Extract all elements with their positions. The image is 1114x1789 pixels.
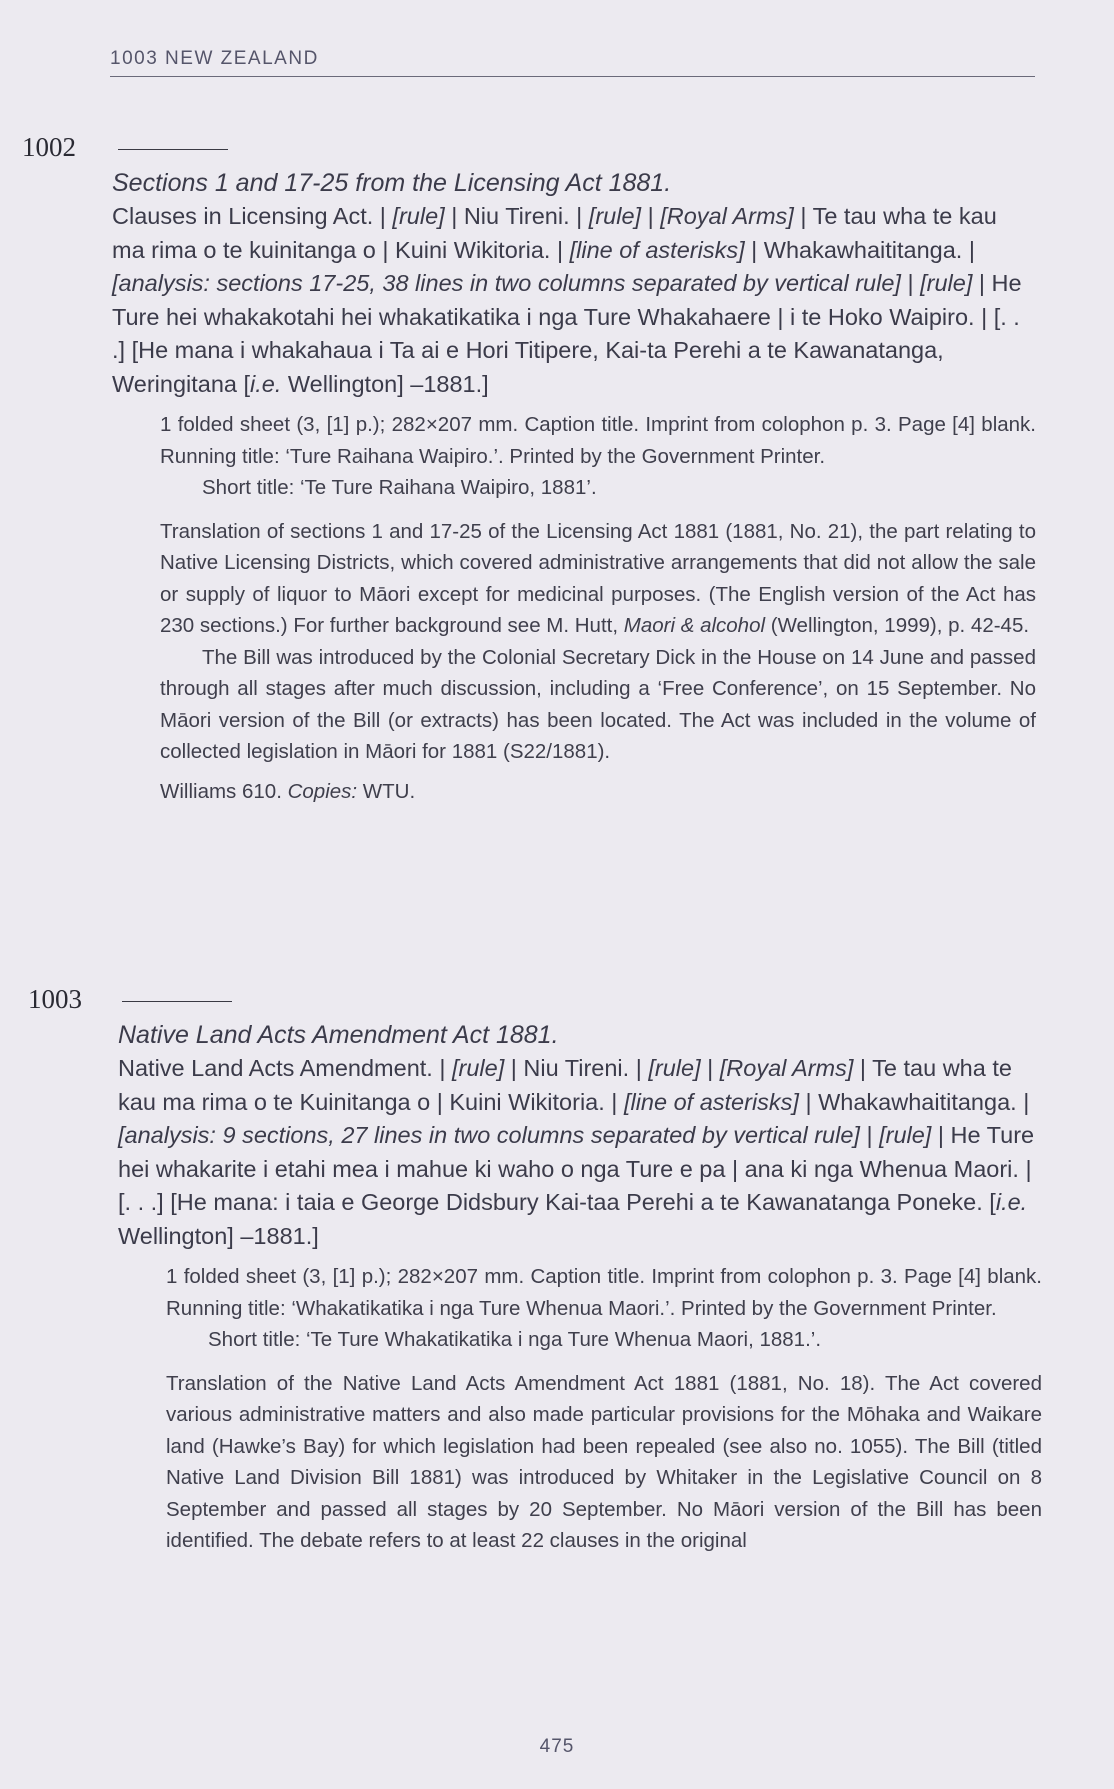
entry-number: 1002: [22, 132, 76, 162]
running-head: 1003 NEW ZEALAND: [110, 48, 1035, 77]
entry-description: 1 folded sheet (3, [1] p.); 282×207 mm. Caption title. Imprint from colophon p. 3. Page [4] blank. Running title: ‘Whakatikatika i nga Ture Whenua Maori.’. Printed by the Government Printer.: [166, 1265, 1042, 1320]
entry-notes: [166, 1261, 1042, 1557]
entry-note: Translation of the Native Land Acts Amendment Act 1881 (1881, No. 18). The Act covered various administrative matters and also made particular provisions for the Mōhaka and Waikare land (Hawke’s Bay) for which legislation had been repealed (see also no. 1055). The Bill (titled Native Land Division Bill 1881) was introduced by Whitaker in the Legislative Council on 8 September and passed all stages by 20 September. No Māori version of the Bill has been identified. The debate refers to at least 22 clauses in the original: [166, 1371, 1042, 1552]
entry-title: Native Land Acts Amendment Act 1881.: [118, 1021, 559, 1049]
entry-notes: [160, 409, 1036, 807]
entry-rule: [118, 149, 228, 150]
entry-note: The Bill was introduced by the Colonial Secretary Dick in the House on 14 June and passed through all stages after much discussion, including a ‘Free Conference’, on 15 September. No Māori version of the Bill (or extracts) has been located. The Act was included in the volume of collected legislation in Māori for 1881 (S22/1881).: [160, 645, 1036, 763]
entry-transcription: Native Land Acts Amendment. | [rule] | Niu Tireni. | [rule] | [Royal Arms] | Te tau wha te kau ma rima o te Kuinitanga o | Kuini Wikitoria. | [line of asterisks] | Whakawhaititanga. | [analysis: 9 sections, 27 lines in two columns separated by vertical rule] | [rule] | He Ture hei whakarite i etahi mea i mahue ki waho o nga Ture e pa | ana ki nga Whenua Maori. | [. . .] [He mana: i taia e George Didsbury Kai-taa Perehi a te Kawanatanga Poneke. [i.e. Wellington] –1881.]: [118, 1055, 1035, 1249]
entry-1003: [118, 1019, 1042, 1557]
entry-title: Sections 1 and 17-25 from the Licensing Act 1881.: [112, 169, 672, 197]
entry-description: 1 folded sheet (3, [1] p.); 282×207 mm. Caption title. Imprint from colophon p. 3. Page [4] blank. Running title: ‘Ture Raihana Waipiro.’. Printed by the Government Printer.: [160, 413, 1036, 468]
entry-references: Williams 610. Copies: WTU.: [160, 779, 416, 803]
entry-transcription: Clauses in Licensing Act. | [rule] | Niu Tireni. | [rule] | [Royal Arms] | Te tau wha te kau ma rima o te kuinitanga o | Kuini Wikitoria. | [line of asterisks] | Whakawhaititanga. | [analysis: sections 17-25, 38 lines in two columns separated by vertical rule] | [rule] | He Ture hei whakakotahi hei whakatikatika i nga Ture Whakahaere | i te Hoko Waipiro. | [. . .] [He mana i whakahaua i Ta ai e Hori Titipere, Kai-ta Perehi a te Kawanatanga, Weringitana [i.e. Wellington] –1881.]: [112, 203, 1022, 397]
entry-rule: [122, 1001, 232, 1002]
entry-1002: [112, 167, 1036, 807]
entry-short-title: Short title: ‘Te Ture Raihana Waipiro, 1881’.: [202, 476, 597, 499]
page-number: 475: [539, 1736, 575, 1757]
entry-short-title: Short title: ‘Te Ture Whakatikatika i nga Ture Whenua Maori, 1881.’.: [208, 1328, 822, 1351]
entry-note: Translation of sections 1 and 17-25 of the Licensing Act 1881 (1881, No. 21), the part relating to Native Licensing Districts, which covered administrative arrangements that did not allow the sale or supply of liquor to Māori except for medicinal purposes. (The English version of the Act has 230 sections.) For further background see M. Hutt, Maori & alcohol (Wellington, 1999), p. 42-45.: [160, 519, 1036, 637]
entry-number: 1003: [28, 984, 82, 1014]
